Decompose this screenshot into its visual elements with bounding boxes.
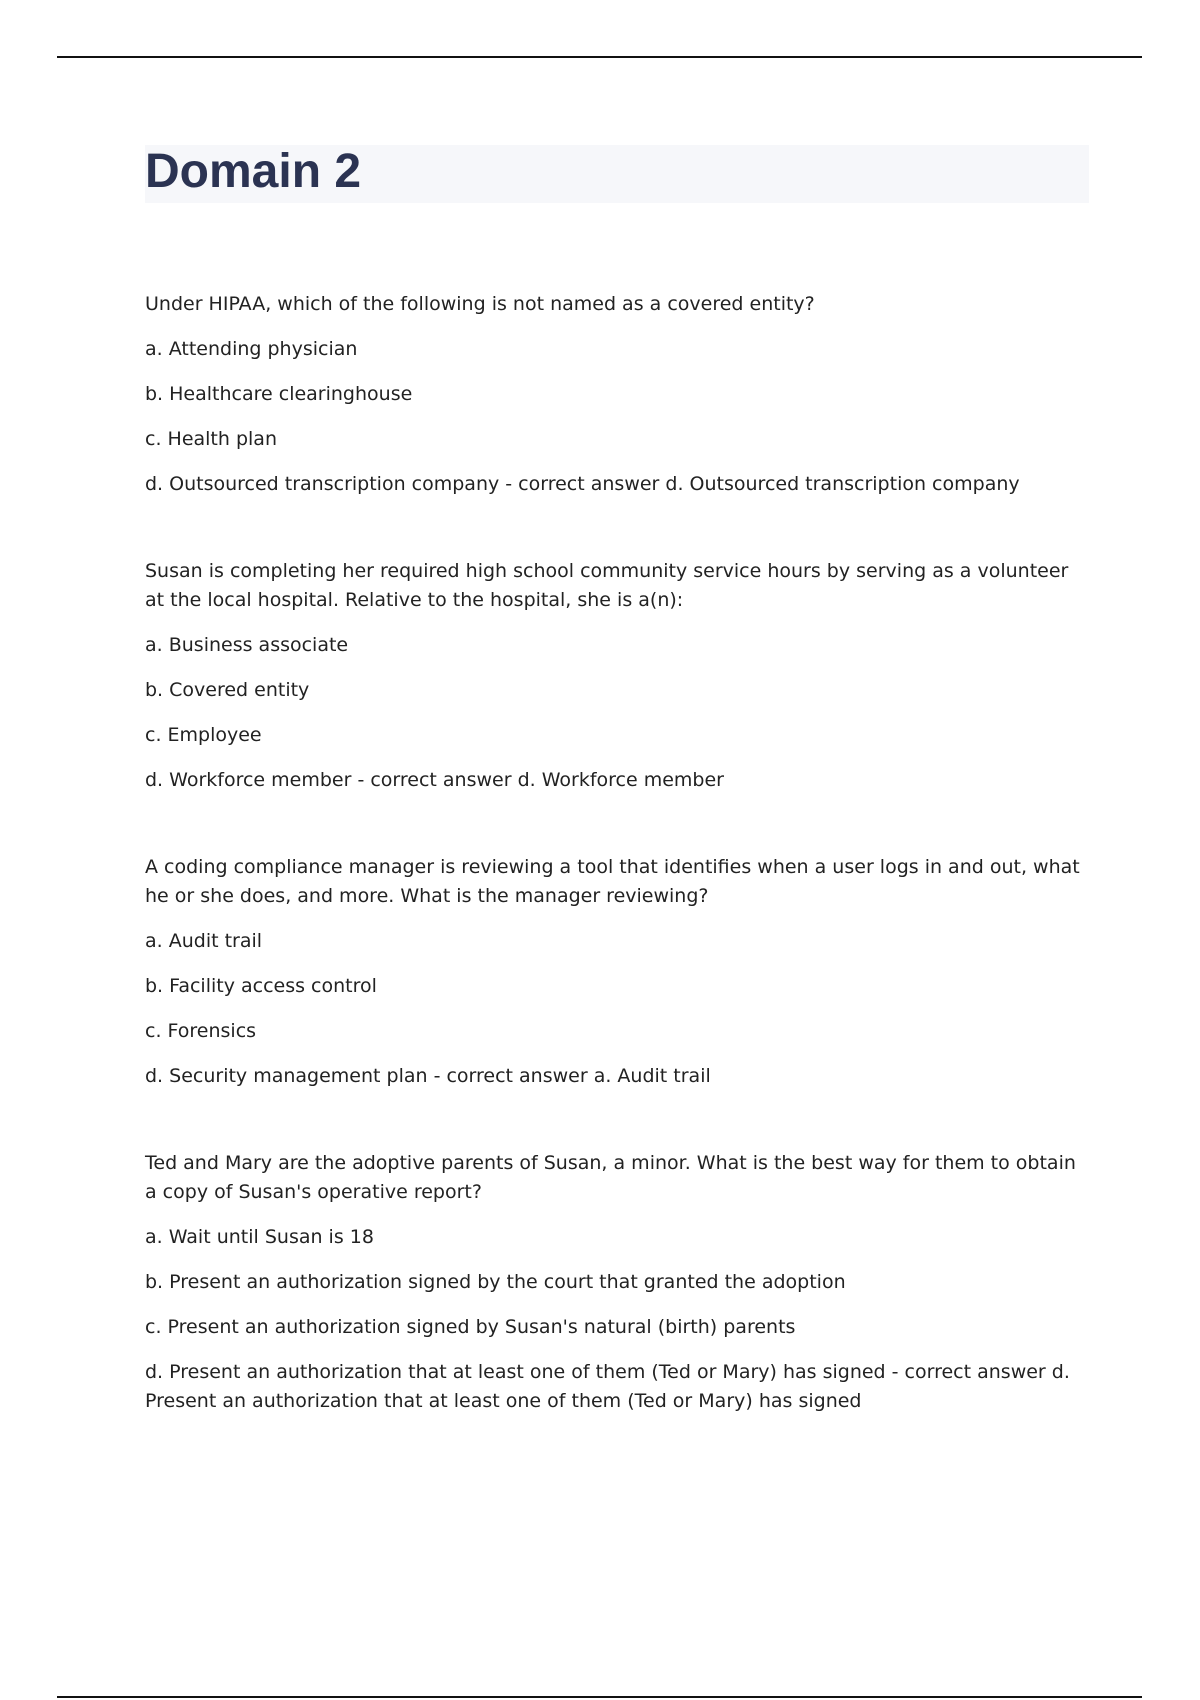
bottom-rule <box>57 1696 1142 1698</box>
question-text: Ted and Mary are the adoptive parents of Susan, a minor. What is the best way for them to obtain a copy of Susan's operative report? <box>145 1152 1076 1203</box>
question-text: Under HIPAA, which of the following is not named as a covered entity? <box>145 293 815 315</box>
question-list <box>145 290 1090 1474</box>
question-block-1 <box>145 290 1090 499</box>
answer-option: c. Forensics <box>145 1020 257 1042</box>
answer-option: c. Health plan <box>145 428 277 450</box>
question-block-3 <box>145 853 1090 1091</box>
question-text: A coding compliance manager is reviewing a tool that identifies when a user logs in and out, what he or she does, and more. What is the manager reviewing? <box>145 856 1080 907</box>
answer-option: a. Attending physician <box>145 338 358 360</box>
answer-option: d. Security management plan - correct answer a. Audit trail <box>145 1065 711 1087</box>
answer-option: d. Outsourced transcription company - correct answer d. Outsourced transcription company <box>145 473 1020 495</box>
question-block-2 <box>145 557 1090 795</box>
top-rule <box>57 56 1142 58</box>
answer-option: d. Present an authorization that at least one of them (Ted or Mary) has signed - correct answer d. Present an authorization that at least one of them (Ted or Mary) has signed <box>145 1361 1070 1412</box>
answer-option: b. Covered entity <box>145 679 310 701</box>
answer-option: c. Present an authorization signed by Susan's natural (birth) parents <box>145 1316 796 1338</box>
answer-option: d. Workforce member - correct answer d. Workforce member <box>145 769 724 791</box>
question-text: Susan is completing her required high school community service hours by serving as a volunteer at the local hospital. Relative to the hospital, she is a(n): <box>145 560 1069 611</box>
page-title: Domain 2 <box>145 145 362 198</box>
question-block-4 <box>145 1149 1090 1416</box>
answer-option: b. Present an authorization signed by the court that granted the adoption <box>145 1271 846 1293</box>
answer-option: b. Facility access control <box>145 975 377 997</box>
answer-option: b. Healthcare clearinghouse <box>145 383 413 405</box>
answer-option: c. Employee <box>145 724 262 746</box>
answer-option: a. Audit trail <box>145 930 263 952</box>
answer-option: a. Business associate <box>145 634 349 656</box>
answer-option: a. Wait until Susan is 18 <box>145 1226 374 1248</box>
